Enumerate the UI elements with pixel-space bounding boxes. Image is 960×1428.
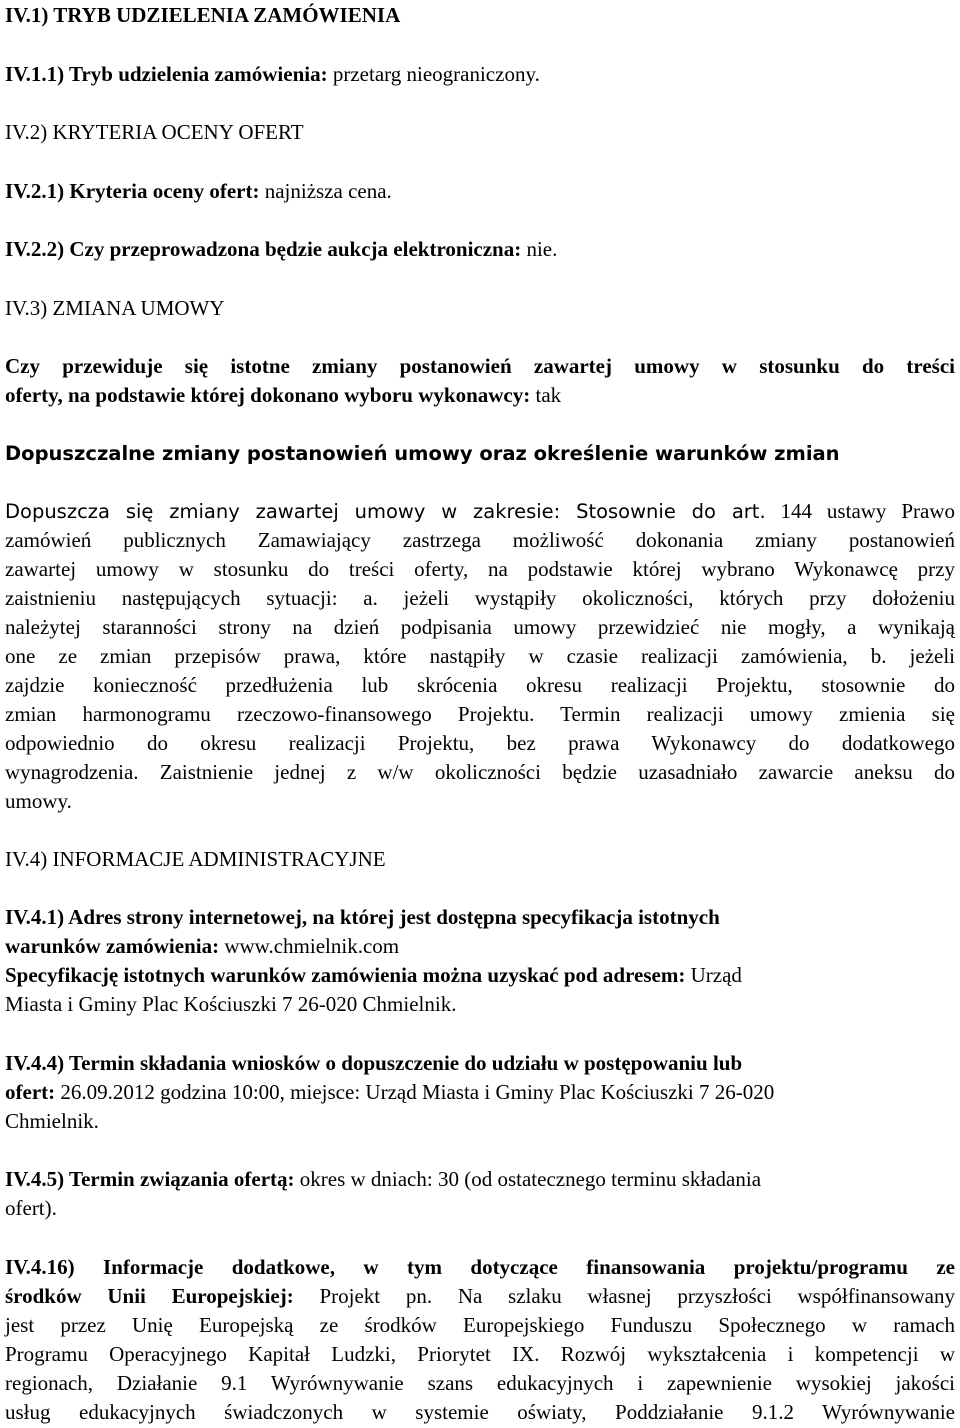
- zmiany-body-line: one ze zmian przepisów prawa, które nastąpiły w czasie realizacji zamówienia, b. jeżeli: [5, 644, 955, 668]
- info-line: jest przez Unię Europejską ze środków Europejskiego Funduszu Społecznego w ramach: [5, 1313, 955, 1337]
- info-line1: IV.4.16) Informacje dodatkowe, w tym dotyczące finansowania projektu/programu ze: [5, 1255, 955, 1279]
- aukcja-line: [5, 235, 557, 264]
- zwiazanie-line1: IV.4.5) Termin związania ofertą: okres w dniach: 30 (od ostatecznego terminu składania: [5, 1167, 762, 1191]
- kryteria-value: najniższa cena.: [259, 179, 392, 203]
- section-heading-iv4: IV.4) INFORMACJE ADMINISTRACYJNE: [5, 847, 386, 871]
- kryteria-label: IV.2.1) Kryteria oceny ofert:: [5, 179, 260, 203]
- zwiazanie-line2: ofert).: [5, 1196, 57, 1220]
- section-heading-iv2: IV.2) KRYTERIA OCENY OFERT: [5, 120, 304, 144]
- dopuszczalne-zmiany-heading: Dopuszczalne zmiany postanowień umowy oraz określenie warunków zmian: [5, 442, 840, 465]
- info-line: Programu Operacyjnego Kapitał Ludzki, Priorytet IX. Rozwój wykształcenia i kompetencji w: [5, 1342, 955, 1366]
- zmiany-answer: tak: [530, 383, 562, 407]
- termin-line2: ofert: 26.09.2012 godzina 10:00, miejsce: Urząd Miasta i Gminy Plac Kościuszki 7 26-020: [5, 1080, 775, 1104]
- termin-line3: Chmielnik.: [5, 1109, 99, 1133]
- kryteria-line: [5, 177, 392, 206]
- specyfikacja-line2: Miasta i Gminy Plac Kościuszki 7 26-020 Chmielnik.: [5, 992, 457, 1016]
- zmiany-body-line: zaistnieniu następujących sytuacji: a. jeżeli wystąpiły okoliczności, których przy dołożeniu: [5, 586, 955, 610]
- zmiany-body-line: zawartej umowy w stosunku do treści oferty, na podstawie której wybrano Wykonawcę przy: [5, 557, 955, 581]
- section-heading-iv3: IV.3) ZMIANA UMOWY: [5, 296, 225, 320]
- zmiany-question-line1: Czy przewiduje się istotne zmiany postanowień zawartej umowy w stosunku do treści: [5, 354, 955, 378]
- zmiany-body-line: odpowiednio do okresu realizacji Projektu, bez prawa Wykonawcy do dodatkowego: [5, 731, 955, 755]
- termin-line1: IV.4.4) Termin składania wniosków o dopuszczenie do udziału w postępowaniu lub: [5, 1051, 743, 1075]
- section-heading-iv1: IV.1) TRYB UDZIELENIA ZAMÓWIENIA: [5, 3, 401, 27]
- zmiany-body-line: wynagrodzenia. Zaistnienie jednej z w/w okoliczności będzie uzasadniało zawarcie aneksu do: [5, 760, 955, 784]
- specyfikacja-line1: Specyfikację istotnych warunków zamówienia można uzyskać pod adresem: Urząd: [5, 963, 742, 987]
- info-line: usług edukacyjnych świadczonych w systemie oświaty, Poddziałanie 9.1.2 Wyrównywanie: [5, 1400, 955, 1424]
- zmiany-question-line2: oferty, na podstawie której dokonano wyboru wykonawcy: tak: [5, 383, 562, 407]
- zmiany-body-line: zmian harmonogramu rzeczowo-finansowego Projektu. Termin realizacji umowy zmienia się: [5, 702, 955, 726]
- tryb-udzielenia-line: [5, 60, 540, 89]
- adres-line2: warunków zamówienia: www.chmielnik.com: [5, 934, 400, 958]
- zmiany-body-line: umowy.: [5, 789, 72, 813]
- zmiany-body-line: zajdzie konieczność przedłużenia lub skrócenia okresu realizacji Projektu, stosownie do: [5, 673, 955, 697]
- aukcja-value: nie.: [521, 237, 558, 261]
- aukcja-label: IV.2.2) Czy przeprowadzona będzie aukcja elektroniczna:: [5, 237, 522, 261]
- tryb-label: IV.1.1) Tryb udzielenia zamówienia:: [5, 62, 328, 86]
- zmiany-body-line: zamówień publicznych Zamawiający zastrzega możliwość dokonania zmiany postanowień: [5, 528, 955, 552]
- adres-line1: IV.4.1) Adres strony internetowej, na której jest dostępna specyfikacja istotnych: [5, 905, 720, 929]
- info-line: regionach, Działanie 9.1 Wyrównywanie szans edukacyjnych i zapewnienie wysokiej jakości: [5, 1371, 955, 1395]
- zmiany-body-line: Dopuszcza się zmiany zawartej umowy w zakresie: Stosownie do art. 144 ustawy Prawo: [5, 499, 955, 523]
- info-line2: środków Unii Europejskiej: Projekt pn. Na szlaku własnej przyszłości współfinansowany: [5, 1284, 955, 1308]
- website-url: www.chmielnik.com: [219, 934, 400, 958]
- zmiany-body-line: należytej staranności strony na dzień podpisania umowy przewidzieć nie mogły, a wynikają: [5, 615, 955, 639]
- tryb-value: przetarg nieograniczony.: [327, 62, 540, 86]
